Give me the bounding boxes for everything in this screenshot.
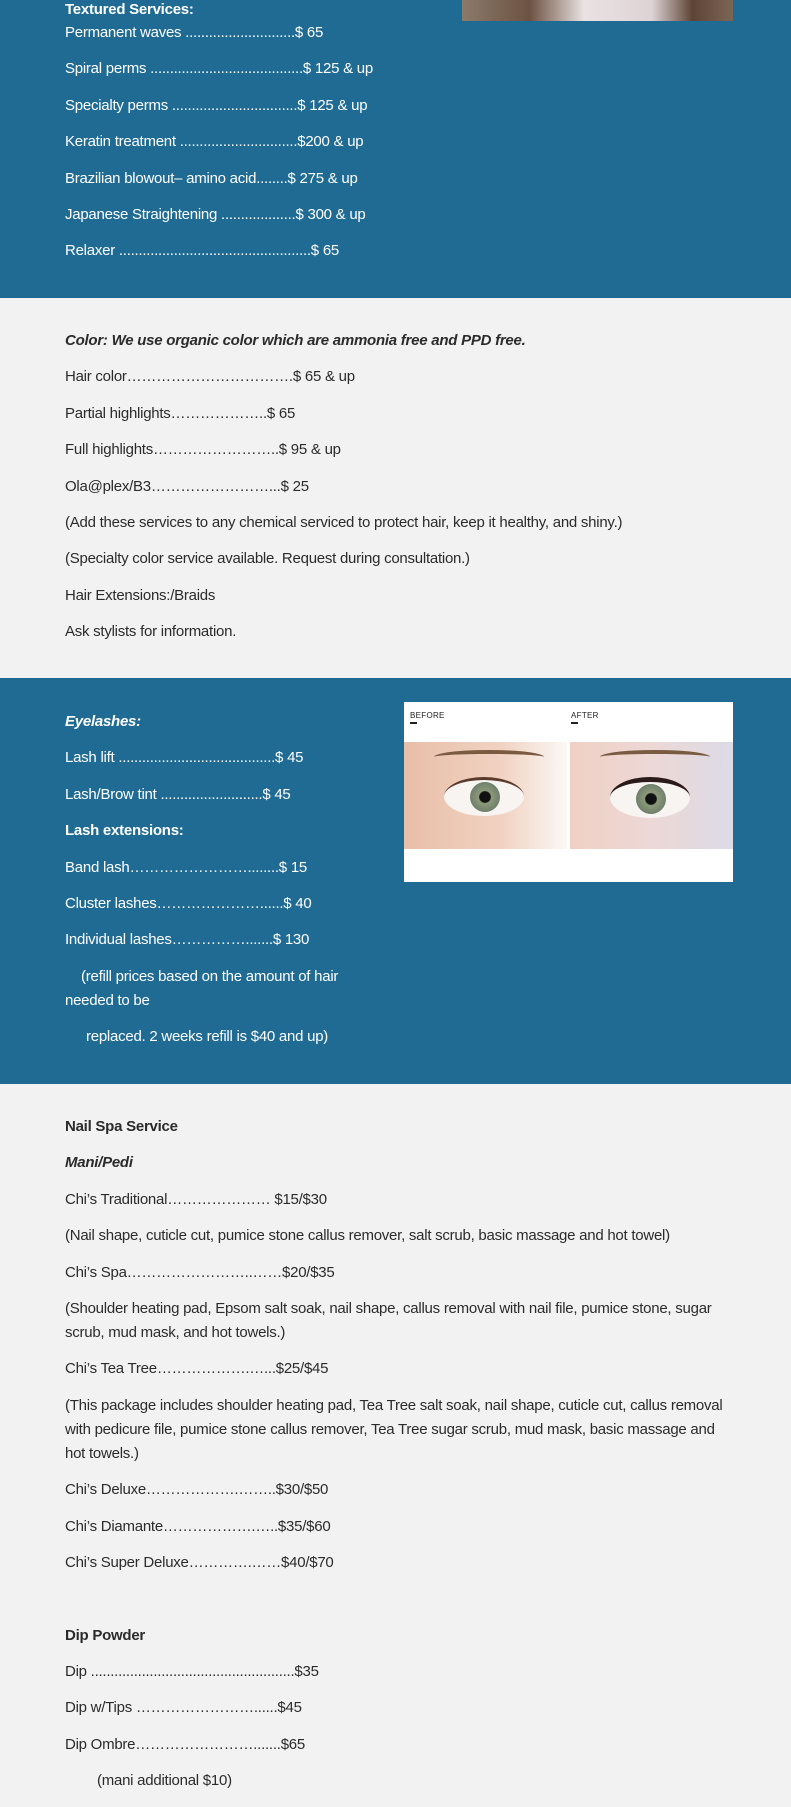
before-label: BEFORE (410, 711, 445, 724)
eyelashes-section (0, 678, 791, 1084)
dip-title: Dip Powder (65, 1626, 146, 1644)
note: (Specialty color service available. Request during consultation.) (65, 550, 470, 568)
price-item: Spiral perms .......................................$ 125 & up (65, 60, 373, 78)
price-item: Chi’s Traditional………………… $15/$30 (65, 1190, 327, 1208)
description: (Shoulder heating pad, Epsom salt soak, nail shape, callus removal with nail file, pumice stone, sugar scrub, mud mask, and hot towels.) (65, 1299, 712, 1341)
refill-note: (refill prices based on the amount of hair needed to be (65, 967, 339, 1009)
price-item: Dip Ombre…………………….......$65 (65, 1735, 305, 1753)
spacer (65, 1587, 733, 1611)
before-after-eyelash-image (404, 702, 733, 882)
description: (Nail shape, cuticle cut, pumice stone callus remover, salt scrub, basic massage and hot towel) (65, 1227, 670, 1245)
lash-extensions-title: Lash extensions: (65, 822, 184, 840)
price-item: Chi’s Diamante……………….…..$35/$60 (65, 1517, 331, 1535)
after-label: AFTER (571, 711, 599, 724)
price-item: Partial highlights………………..$ 65 (65, 404, 296, 422)
price-item: Ola@plex/B3……………………...$ 25 (65, 477, 309, 495)
refill-note-cont: replaced. 2 weeks refill is $40 and up) (86, 1028, 329, 1046)
dip-note: (mani additional $10) (97, 1772, 232, 1790)
after-eye-photo (570, 742, 733, 849)
price-item: Specialty perms ................................$ 125 & up (65, 96, 368, 114)
mani-pedi-subtitle: Mani/Pedi (65, 1154, 133, 1172)
eyelashes-title: Eyelashes: (65, 713, 141, 730)
before-eye-photo (404, 742, 567, 849)
textured-title: Textured Services: (65, 1, 194, 18)
price-item: Cluster lashes…………………......$ 40 (65, 894, 312, 912)
textured-services-section (0, 0, 791, 298)
nail-title: Nail Spa Service (65, 1118, 178, 1135)
price-item: Full highlights……………………..$ 95 & up (65, 441, 341, 459)
price-item: Permanent waves ............................$ 65 (65, 24, 324, 41)
price-item: Band lash……………………........$ 15 (65, 858, 308, 876)
price-item: Dip ....................................................$35 (65, 1663, 319, 1681)
note: Hair Extensions:/Braids (65, 586, 216, 604)
portrait-image (462, 0, 733, 21)
note: Ask stylists for information. (65, 623, 237, 641)
price-item: Dip w/Tips ……………………......$45 (65, 1699, 302, 1717)
nail-spa-section (0, 1084, 791, 1807)
description: (This package includes shoulder heating pad, Tea Tree salt soak, nail shape, cuticle cut, callus removal with pedicure file, pumice stone callus remover, Tea Tree sugar scrub, mud mask, basic massage and hot towels.) (65, 1396, 723, 1462)
note: (Add these services to any chemical serviced to protect hair, keep it healthy, and shiny.) (65, 513, 623, 531)
price-item: Chi’s Super Deluxe………….……$40/$70 (65, 1553, 334, 1571)
price-item: Japanese Straightening ...................$ 300 & up (65, 205, 366, 223)
price-item: Chi’s Deluxe……………….……..$30/$50 (65, 1481, 329, 1499)
price-item: Chi’s Tea Tree……………….…...$25/$45 (65, 1360, 329, 1378)
price-item: Hair color…………………………….$ 65 & up (65, 368, 355, 386)
price-item: Lash/Brow tint ..........................$ 45 (65, 785, 291, 803)
price-item: Keratin treatment ..............................$200 & up (65, 133, 364, 151)
price-item: Lash lift ........................................$ 45 (65, 749, 304, 767)
price-item: Chi’s Spa……………………..……$20/$35 (65, 1263, 335, 1281)
price-item: Relaxer .................................................$ 65 (65, 242, 340, 260)
color-section (0, 298, 791, 678)
color-title: Color: We use organic color which are ammonia free and PPD free. (65, 332, 526, 349)
price-item: Brazilian blowout– amino acid........$ 275 & up (65, 169, 358, 187)
price-item: Individual lashes…………….......$ 130 (65, 931, 310, 949)
